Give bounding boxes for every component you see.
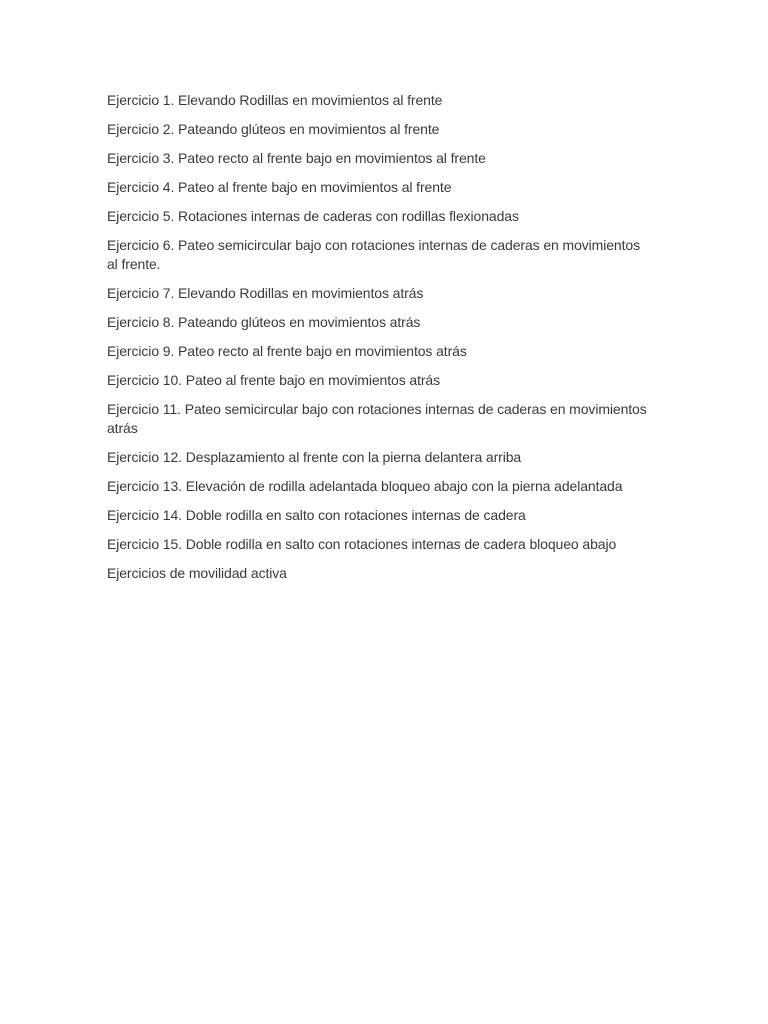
- exercise-item-9: Ejercicio 9. Pateo recto al frente bajo en movimientos atrás: [107, 343, 467, 359]
- exercise-item-14: Ejercicio 14. Doble rodilla en salto con rotaciones internas de cadera: [107, 507, 526, 523]
- exercise-list: [107, 91, 647, 583]
- closing-line: Ejercicios de movilidad activa: [107, 565, 287, 581]
- exercise-item-12: Ejercicio 12. Desplazamiento al frente con la pierna delantera arriba: [107, 449, 522, 465]
- exercise-item-15: Ejercicio 15. Doble rodilla en salto con rotaciones internas de cadera bloqueo abajo: [107, 536, 617, 552]
- exercise-item-10: Ejercicio 10. Pateo al frente bajo en movimientos atrás: [107, 372, 441, 388]
- exercise-item-8: Ejercicio 8. Pateando glúteos en movimientos atrás: [107, 314, 421, 330]
- exercise-item-7: Ejercicio 7. Elevando Rodillas en movimientos atrás: [107, 285, 424, 301]
- exercise-item-2: Ejercicio 2. Pateando glúteos en movimientos al frente: [107, 121, 440, 137]
- exercise-item-4: Ejercicio 4. Pateo al frente bajo en movimientos al frente: [107, 179, 452, 195]
- document-page: [107, 91, 647, 593]
- exercise-item-1: Ejercicio 1. Elevando Rodillas en movimientos al frente: [107, 92, 443, 108]
- exercise-item-13: Ejercicio 13. Elevación de rodilla adelantada bloqueo abajo con la pierna adelantada: [107, 478, 623, 494]
- exercise-item-11: Ejercicio 11. Pateo semicircular bajo con rotaciones internas de caderas en movimientos atrás: [107, 401, 647, 436]
- exercise-item-5: Ejercicio 5. Rotaciones internas de caderas con rodillas flexionadas: [107, 208, 519, 224]
- exercise-item-3: Ejercicio 3. Pateo recto al frente bajo en movimientos al frente: [107, 150, 486, 166]
- exercise-item-6: Ejercicio 6. Pateo semicircular bajo con rotaciones internas de caderas en movimientos al frente.: [107, 237, 640, 272]
